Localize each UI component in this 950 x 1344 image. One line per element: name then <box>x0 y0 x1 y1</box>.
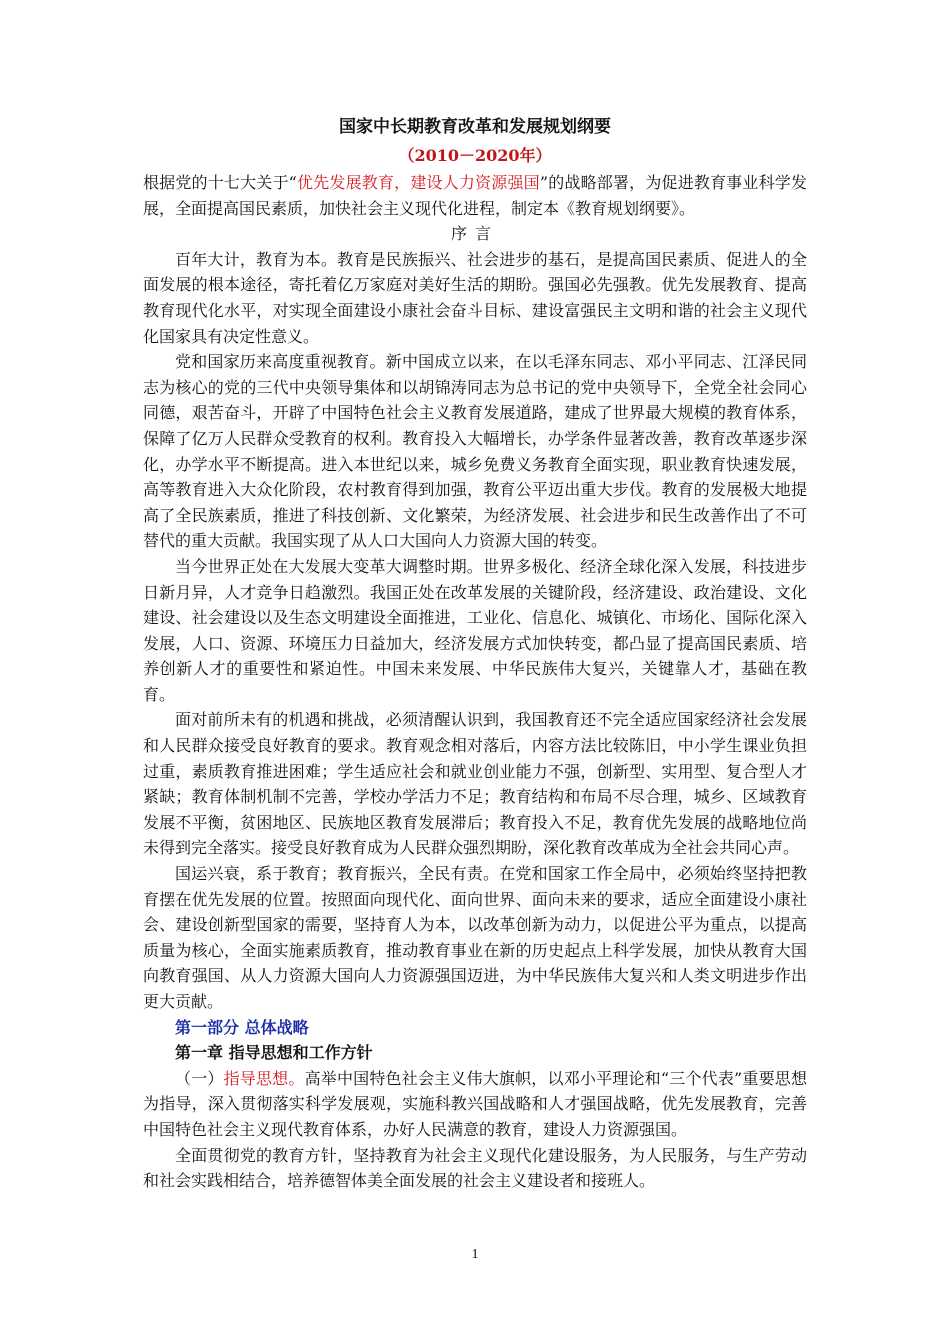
preface-heading: 序言 <box>450 224 499 244</box>
chapter-heading: 第一章 指导思想和工作方针 <box>175 1043 373 1063</box>
intro-text-after: ”的战略部署，为促进教育事业科学发展，全面提高国民素质，加快社会主义现代化进程，制定本《教育规划纲要》。 <box>143 173 807 218</box>
page-number: 1 <box>471 1247 479 1262</box>
document-subtitle: （2010－2020年） <box>398 146 552 165</box>
intro-highlight: 优先发展教育，建设人力资源强国 <box>296 173 540 192</box>
section-1-highlight: 指导思想。 <box>223 1068 305 1088</box>
intro-paragraph <box>143 170 807 221</box>
preface-paragraph-4: 面对前所未有的机遇和挑战，必须清醒认识到，我国教育还不完全适应国家经济社会发展和人民群众接受良好教育的要求。教育观念相对落后，内容方法比较陈旧，中小学生课业负担过重，素质教育推进困难；学生适应社会和就业创业能力不强，创新型、实用型、复合型人才紧缺；教育体制机制不完善，学校办学活力不足；教育结构和布局不尽合理，城乡、区域教育发展不平衡，贫困地区、民族地区教育发展滞后；教育投入不足，教育优先发展的战略地位尚未得到完全落实。接受良好教育成为人民群众强烈期盼，深化教育改革成为全社会共同心声。 <box>143 710 807 858</box>
section-1-text: 高举中国特色社会主义伟大旗帜，以邓小平理论和“三个代表”重要思想为指导，深入贯彻落实科学发展观，实施科教兴国战略和人才强国战略，优先发展教育，完善中国特色社会主义现代教育体系，办好人民满意的教育，建设人力资源强国。 <box>143 1068 807 1139</box>
section-1-paragraph <box>143 1066 807 1143</box>
section-1-number: （一） <box>175 1068 224 1088</box>
preface-paragraph-1: 百年大计，教育为本。教育是民族振兴、社会进步的基石，是提高国民素质、促进人的全面发展的根本途径，寄托着亿万家庭对美好生活的期盼。强国必先强教。优先发展教育、提高教育现代化水平，对实现全面建设小康社会奋斗目标、建设富强民主文明和谐的社会主义现代化国家具有决定性意义。 <box>143 249 807 346</box>
page-content <box>143 113 807 1194</box>
preface-paragraph-3: 当今世界正处在大发展大变革大调整时期。世界多极化、经济全球化深入发展，科技进步日新月异，人才竞争日趋激烈。我国正处在改革发展的关键阶段，经济建设、政治建设、文化建设、社会建设以及生态文明建设全面推进，工业化、信息化、城镇化、市场化、国际化深入发展，人口、资源、环境压力日益加大，经济发展方式加快转变，都凸显了提高国民素质、培养创新人才的重要性和紧迫性。中国未来发展、中华民族伟大复兴，关键靠人才，基础在教育。 <box>143 556 807 704</box>
document-title: 国家中长期教育改革和发展规划纲要 <box>339 117 611 137</box>
part-heading: 第一部分 总体战略 <box>175 1017 309 1037</box>
preface-paragraph-2: 党和国家历来高度重视教育。新中国成立以来，在以毛泽东同志、邓小平同志、江泽民同志为核心的党的三代中央领导集体和以胡锦涛同志为总书记的党中央领导下，全党全社会同心同德，艰苦奋斗，开辟了中国特色社会主义教育发展道路，建成了世界最大规模的教育体系，保障了亿万人民群众受教育的权利。教育投入大幅增长，办学条件显著改善，教育改革逐步深化，办学水平不断提高。进入本世纪以来，城乡免费义务教育全面实现，职业教育快速发展，高等教育进入大众化阶段，农村教育得到加强，教育公平迈出重大步伐。教育的发展极大地提高了全民族素质，推进了科技创新、文化繁荣，为经济发展、社会进步和民生改善作出了不可替代的重大贡献。我国实现了从人口大国向人力资源大国的转变。 <box>143 352 807 551</box>
preface-paragraph-5: 国运兴衰，系于教育；教育振兴，全民有责。在党和国家工作全局中，必须始终坚持把教育摆在优先发展的位置。按照面向现代化、面向世界、面向未来的要求，适应全面建设小康社会、建设创新型国家的需要，坚持育人为本，以改革创新为动力，以促进公平为重点，以提高质量为核心，全面实施素质教育，推动教育事业在新的历史起点上科学发展，加快从教育大国向教育强国、从人力资源大国向人力资源强国迈进，为中华民族伟大复兴和人类文明进步作出更大贡献。 <box>143 864 807 1011</box>
closing-paragraph: 全面贯彻党的教育方针，坚持教育为社会主义现代化建设服务，为人民服务，与生产劳动和社会实践相结合，培养德智体美全面发展的社会主义建设者和接班人。 <box>143 1145 807 1191</box>
intro-text-before: 根据党的十七大关于“ <box>143 173 297 192</box>
